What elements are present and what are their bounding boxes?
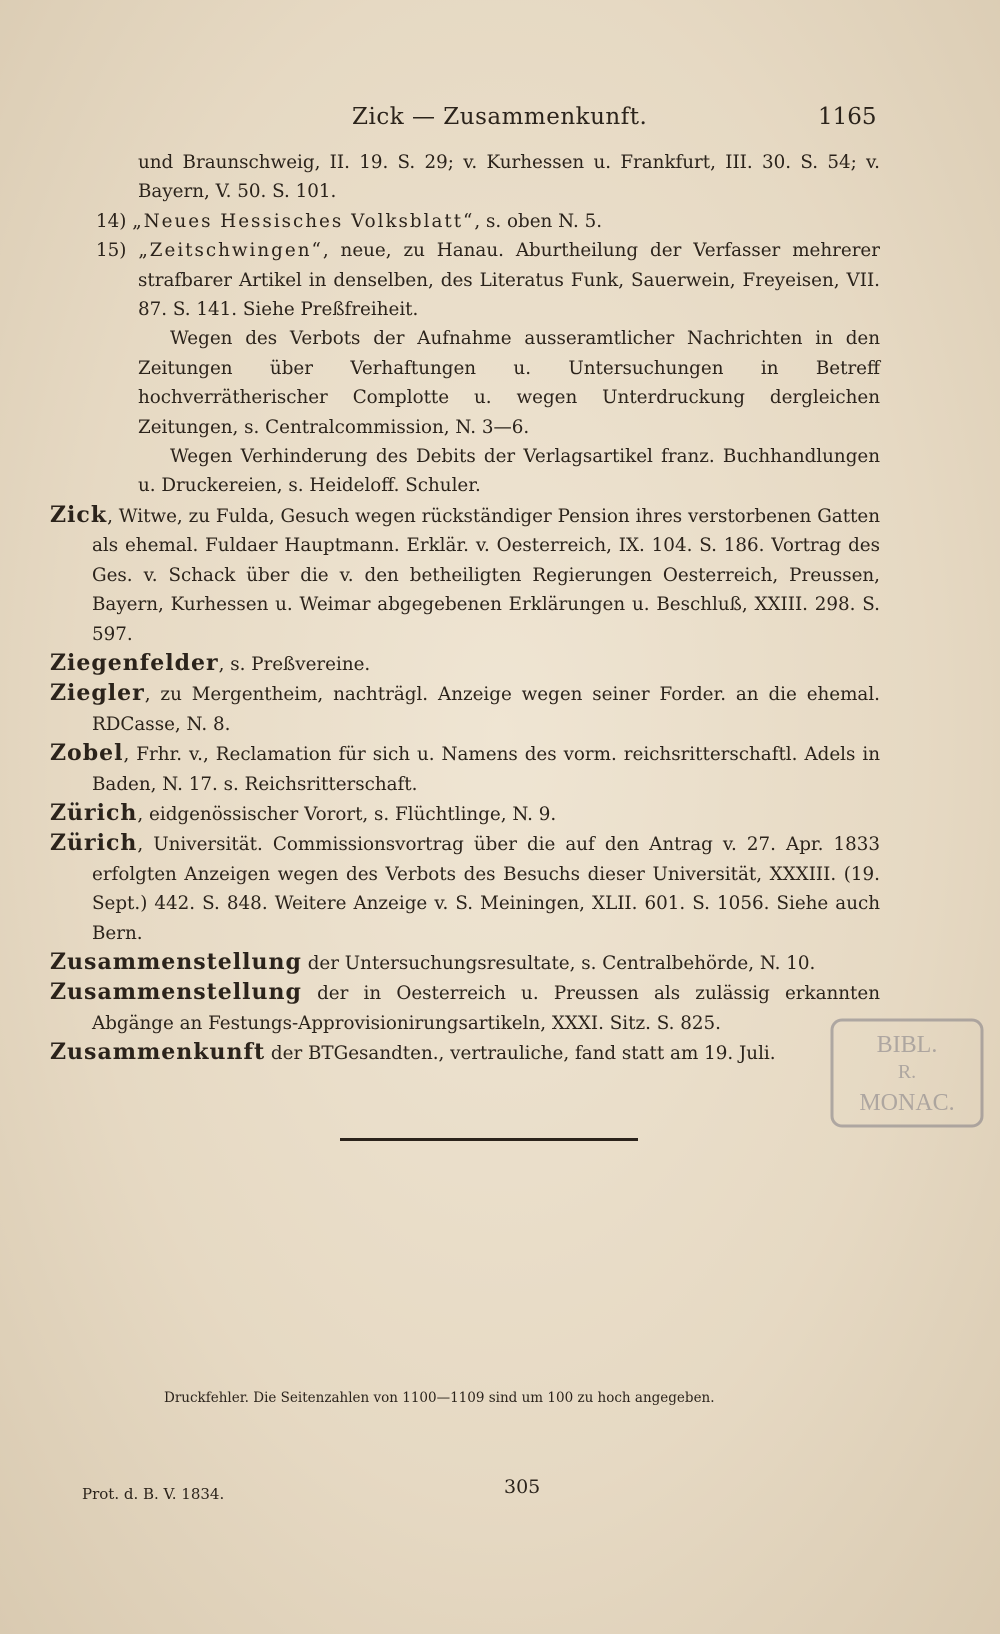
- entry-text: , neue, zu Hanau. Aburtheilung der Verfasser mehrerer strafbarer Artikel in denselben, des Literatus Funk, Sauerwein, Freyeisen, VII. 87. S. 141. Siehe Preßfreiheit.: [138, 240, 880, 321]
- entry-text: , Universität. Commissionsvortrag über die auf den Antrag v. 27. Apr. 1833 erfolgten Anzeigen wegen des Verbots des Besuchs dieser Universität, XXXIII. (19. Sept.) 442. S. 848. Weitere Anzeige v. S. Meiningen, XLII. 601. S. 1056. Siehe auch Bern.: [92, 834, 880, 944]
- entry-lemma: Zick: [50, 501, 108, 528]
- library-stamp-icon: [828, 1016, 986, 1130]
- index-entry: [50, 799, 880, 829]
- index-entry: [50, 679, 880, 739]
- entry-lemma: Ziegler: [50, 680, 145, 707]
- entry-text: , Frhr. v., Reclamation für sich u. Namens des vorm. reichsritterschaftl. Adels in Baden, N. 17. s. Reichsritterschaft.: [92, 744, 880, 795]
- index-entry: [50, 442, 880, 501]
- entry-text: , s. oben N. 5.: [474, 210, 603, 232]
- index-entry: [50, 739, 880, 799]
- index-entries: [50, 148, 880, 1069]
- header-title: Zick — Zusammenkunft.: [352, 104, 648, 130]
- entry-lemma: Zobel: [50, 740, 124, 767]
- entry-lemma: Zusammenstellung: [50, 948, 302, 975]
- running-header: [0, 104, 1000, 140]
- entry-text: der Untersuchungsresultate, s. Centralbehörde, N. 10.: [301, 952, 816, 974]
- entry-text: der in Oesterreich u. Preussen als zulässig erkannten Abgänge an Festungs-Approvisionirungsartikeln, XXXI. Sitz. S. 825.: [92, 983, 880, 1034]
- entry-text: , s. Preßvereine.: [218, 653, 371, 675]
- index-entry: [50, 207, 880, 236]
- separator-rule: [340, 1138, 638, 1141]
- footnote-errata: Druckfehler. Die Seitenzahlen von 1100—1109 sind um 100 zu hoch angegeben.: [164, 1390, 715, 1406]
- index-entry: [50, 829, 880, 948]
- page-number: 1165: [818, 104, 877, 130]
- stamp-line-3: MONAC.: [859, 1090, 955, 1116]
- entry-text: Wegen Verhinderung des Debits der Verlagsartikel franz. Buchhandlungen u. Druckereien, s. Heideloff. Schuler.: [138, 446, 880, 497]
- entry-text: der BTGesandten., vertrauliche, fand statt am 19. Juli.: [265, 1043, 776, 1065]
- entry-text: , eidgenössischer Vorort, s. Flüchtlinge, N. 9.: [137, 803, 557, 825]
- index-entry: [50, 978, 880, 1038]
- index-entry: [50, 236, 880, 324]
- index-entry: [50, 1038, 880, 1068]
- index-entry: [50, 148, 880, 207]
- entry-text: , zu Mergentheim, nachträgl. Anzeige wegen seiner Forder. an die ehemal. RDCasse, N. 8.: [92, 684, 880, 735]
- index-entry: [50, 649, 880, 679]
- index-entry: [50, 501, 880, 649]
- entry-number: 15): [96, 240, 127, 262]
- entry-text: Wegen des Verbots der Aufnahme ausseramtlicher Nachrichten in den Zeitungen über Verhaftungen u. Untersuchungen in Betreff hochverrätherischer Complotte u. wegen Unterdruckung dergleichen Zeitungen, s. Centralcommission, N. 3—6.: [138, 328, 880, 438]
- index-entry: [50, 948, 880, 978]
- entry-lemma: „Zeitschwingen“: [138, 240, 323, 262]
- entry-lemma: Zusammenkunft: [50, 1039, 266, 1066]
- entry-text: , Witwe, zu Fulda, Gesuch wegen rückständiger Pension ihres verstorbenen Gatten als ehemal. Fuldaer Hauptmann. Erklär. v. Oesterreich, IX. 104. S. 186. Vortrag des Ges. v. Schack über die v. den betheiligten Regierungen Oesterreich, Preussen, Bayern, Kurhessen u. Weimar abgegebenen Erklärungen u. Beschluß, XXIII. 298. S. 597.: [92, 505, 880, 645]
- entry-lemma: Zürich: [50, 830, 138, 857]
- entry-lemma: Ziegenfelder: [50, 649, 219, 676]
- index-entry: [50, 324, 880, 442]
- imprint: Prot. d. B. V. 1834.: [82, 1485, 225, 1503]
- entry-lemma: Zürich: [50, 799, 138, 826]
- entry-lemma: Zusammenstellung: [50, 979, 302, 1006]
- entry-text: und Braunschweig, II. 19. S. 29; v. Kurhessen u. Frankfurt, III. 30. S. 54; v. Bayern, V. 50. S. 101.: [138, 152, 880, 203]
- stamp-line-1: BIBL.: [876, 1032, 938, 1058]
- sheet-signature: 305: [504, 1476, 541, 1498]
- entry-number: 14): [96, 210, 127, 232]
- entry-lemma: „Neues Hessisches Volksblatt“: [132, 210, 475, 232]
- stamp-line-2: R.: [897, 1061, 917, 1083]
